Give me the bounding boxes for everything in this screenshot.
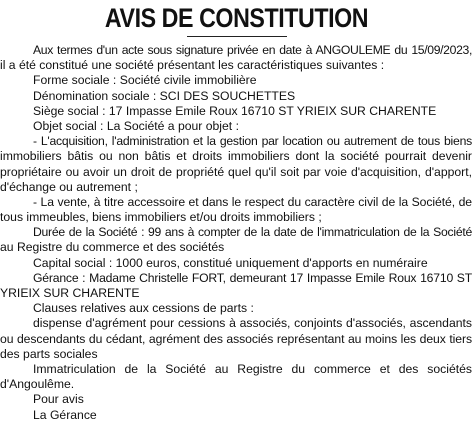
notice-line: Forme sociale : Société civile immobilière: [33, 73, 257, 88]
notice-line: La Gérance: [33, 407, 97, 422]
notice-line: ou descendants du cédant, agrément des associés représentant au moins les deux tiers: [0, 331, 472, 346]
title-divider: [187, 36, 287, 37]
notice-line: au Registre du commerce et des sociétés: [0, 240, 225, 255]
notice-line: Durée de la Société : 99 ans à compter de la date de l'immatriculation de la Société: [33, 225, 472, 240]
notice-line: Gérance : Madame Christelle FORT, demeurant 17 Impasse Emile Roux 16710 ST: [33, 270, 472, 285]
notice-body: [0, 43, 473, 423]
notice-line: propriétaire ou avoir un droit de propriété quel qu'il soit par voie d'acquisition, d'apport,: [0, 164, 472, 179]
notice-line: il a été constitué une société présentant les caractéristiques suivantes :: [0, 58, 385, 73]
notice-line: des parts sociales: [0, 346, 98, 361]
notice-line: Aux termes d'un acte sous signature privée en date à ANGOULEME du 15/09/2023,: [33, 43, 472, 57]
notice-line: Clauses relatives aux cessions de parts :: [33, 301, 254, 316]
notice-line: Dénomination sociale : SCI DES SOUCHETTES: [33, 88, 296, 103]
notice-line: immobiliers bâtis ou non bâtis et droits immobiliers dont la société pourrait devenir: [0, 149, 472, 164]
notice-line: Objet social : La Société a pour objet :: [33, 118, 239, 133]
notice-line: - La vente, à titre accessoire et dans le respect du caractère civil de la Société, de: [33, 194, 472, 209]
notice-line: Capital social : 1000 euros, constitué uniquement d'apports en numéraire: [33, 255, 428, 270]
notice-line: tous immeubles, biens immobiliers et/ou droits immobiliers ;: [0, 210, 322, 225]
notice-line: Siège social : 17 Impasse Emile Roux 16710 ST YRIEIX SUR CHARENTE: [33, 103, 437, 118]
notice-line: Immatriculation de la Société au Registre du commerce et des sociétés: [33, 361, 472, 376]
notice-line: d'Angoulême.: [0, 377, 75, 392]
notice-line: - L'acquisition, l'administration et la gestion par location ou autrement de tous biens: [33, 134, 472, 149]
notice-line: Pour avis: [33, 392, 84, 407]
notice-line: d'échange ou autrement ;: [0, 179, 138, 194]
notice-title: AVIS DE CONSTITUTION: [104, 3, 369, 33]
notice-line: dispense d'agrément pour cessions à associés, conjoints d'associés, ascendants: [33, 316, 472, 331]
notice-line: YRIEIX SUR CHARENTE: [0, 286, 140, 300]
